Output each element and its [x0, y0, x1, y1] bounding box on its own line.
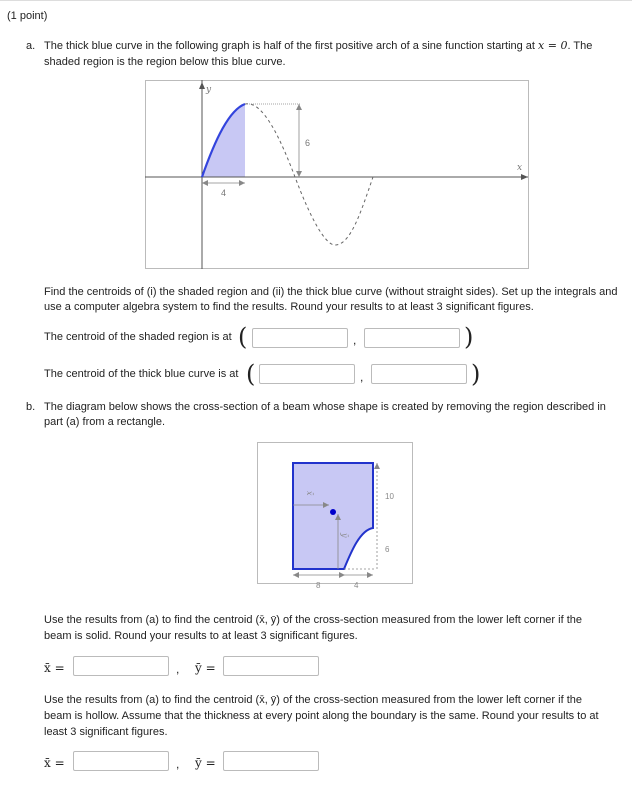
math-x-equals-zero: x = 0: [538, 39, 568, 52]
solid-ybar-label: ȳ =: [195, 661, 216, 675]
comma: ,: [176, 662, 180, 676]
find-instructions-line1: Find the centroids of (i) the shaded region and (ii) the thick blue curve (without straight sides). Set up the integrals and: [44, 286, 618, 298]
centroid-curve-label: The centroid of the thick blue curve is at: [44, 368, 239, 380]
open-paren: (: [246, 360, 256, 388]
top-divider: [0, 0, 632, 1]
hollow-instructions-line2: beam is hollow. Assume that the thickness at every point along the boundary is the same. Round your results to at: [44, 710, 599, 722]
region-ybar-input[interactable]: [364, 328, 460, 348]
cut-height-label: 6: [385, 545, 390, 554]
part-b-description-line1: The diagram below shows the cross-section of a beam whose shape is created by removing the region described in: [44, 401, 606, 413]
comma: ,: [360, 370, 364, 384]
hollow-instructions-line1: Use the results from (a) to find the centroid (x̄, ȳ) of the cross-section measured from the lower left corner if the: [44, 694, 582, 706]
part-b-marker: b.: [26, 401, 36, 413]
width-label: 4: [221, 188, 227, 198]
xbar-label: x̄: [305, 491, 314, 496]
find-instructions-line2: use a computer algebra system to find the results. Round your results to at least 3 significant figures.: [44, 301, 534, 313]
centroid-region-label: The centroid of the shaded region is at: [44, 331, 232, 343]
hollow-ybar-label: ȳ =: [195, 756, 216, 770]
close-paren: ): [471, 360, 481, 388]
cut-width-label: 4: [354, 581, 359, 590]
part-a-description-line1: The thick blue curve in the following graph is half of the first positive arch of a sine function starting at x = 0. The: [44, 39, 593, 52]
solid-xbar-input[interactable]: [73, 656, 169, 676]
curve-ybar-input[interactable]: [371, 364, 467, 384]
sine-graph: [145, 80, 530, 270]
comma: ,: [176, 757, 180, 771]
part-a-description-line2: shaded region is the region below this blue curve.: [44, 56, 286, 68]
beam-diagram: [257, 442, 414, 590]
hollow-ybar-input[interactable]: [223, 751, 319, 771]
solid-instructions-line2: beam is solid. Round your results to at least 3 significant figures.: [44, 630, 358, 642]
hollow-xbar-input[interactable]: [73, 751, 169, 771]
close-paren: ): [464, 323, 474, 351]
hollow-instructions-line3: least 3 significant figures.: [44, 726, 168, 738]
comma: ,: [353, 333, 357, 347]
total-height-label: 10: [385, 492, 394, 501]
part-a-marker: a.: [26, 40, 36, 52]
solid-ybar-input[interactable]: [223, 656, 319, 676]
ybar-label: ȳ: [340, 533, 349, 538]
part-b-description-line2: part (a) from a rectangle.: [44, 416, 166, 428]
centroid-dot: [330, 509, 336, 515]
hollow-xbar-label: x̄ =: [44, 756, 65, 770]
y-axis-label: y: [206, 85, 212, 95]
region-xbar-input[interactable]: [252, 328, 348, 348]
curve-xbar-input[interactable]: [259, 364, 355, 384]
points-label: (1 point): [7, 10, 48, 22]
solid-xbar-label: x̄ =: [44, 661, 65, 675]
solid-instructions-line1: Use the results from (a) to find the centroid (x̄, ȳ) of the cross-section measured from the lower left corner if the: [44, 614, 582, 626]
height-label: 6: [305, 138, 311, 148]
x-axis-label: x: [517, 163, 523, 173]
main-width-label: 8: [316, 581, 321, 590]
open-paren: (: [238, 323, 248, 351]
